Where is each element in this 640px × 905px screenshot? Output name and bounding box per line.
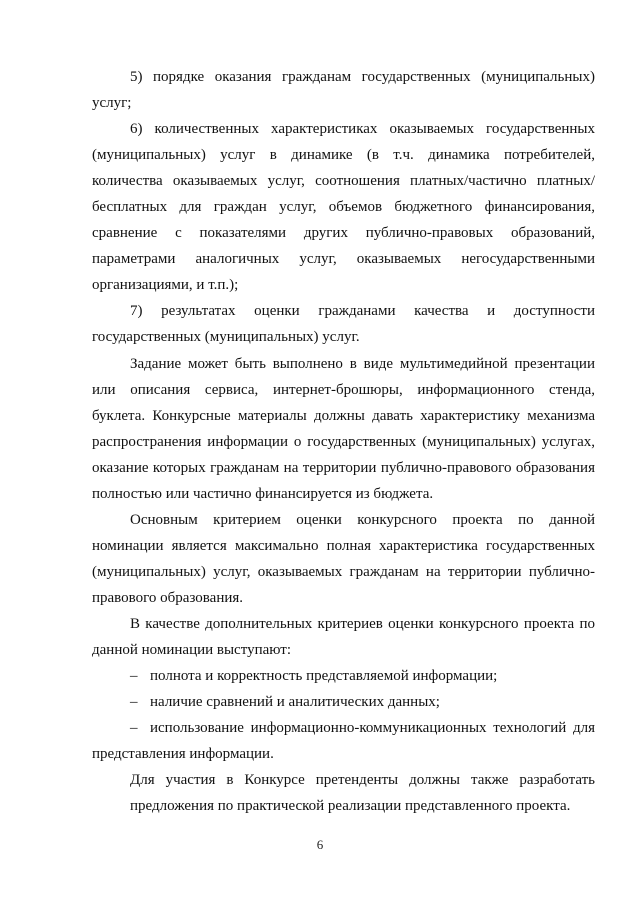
- dash-marker: –: [130, 720, 138, 737]
- paragraph-additional-criteria: В качестве дополнительных критериев оценки конкурсного проекта по данной номинации выступают:: [92, 615, 595, 659]
- paragraph-closing: Для участия в Конкурсе претенденты должны также разработать предложения по практической реализации представленного проекта.: [130, 772, 595, 815]
- list-item-text: наличие сравнений и аналитических данных;: [150, 694, 440, 711]
- list-item: [92, 689, 595, 715]
- dash-marker: –: [130, 694, 138, 711]
- paragraph-item-5: 5) порядке оказания гражданам государственных (муниципальных) услуг;: [92, 69, 595, 112]
- paragraph-item-7: 7) результатах оценки гражданами качества и доступности государственных (муниципальных) услуг.: [92, 303, 595, 346]
- list-item-text: использование информационно-коммуникационных технологий для представления информации.: [92, 720, 595, 763]
- paragraph-task-description: Задание может быть выполнено в виде мультимедийной презентации или описания сервиса, интернет-брошюры, информационного стенда, буклета. Конкурсные материалы должны давать характеристику механизма распространения информации о государственных (муниципальных) услугах, оказание которых гражданам на территории публично-правового образования полностью или частично финансируется из бюджета.: [92, 355, 595, 502]
- list-item: [92, 663, 595, 689]
- list-item-text: полнота и корректность представляемой информации;: [150, 668, 498, 685]
- document-body: [92, 64, 595, 819]
- paragraph-main-criterion: Основным критерием оценки конкурсного проекта по данной номинации является максимально полная характеристика государственных (муниципальных) услуг, оказываемых гражданам на территории публично-правового образования.: [92, 511, 595, 606]
- page-number: 6: [316, 837, 324, 852]
- dash-marker: –: [130, 668, 138, 685]
- list-item: [92, 715, 595, 767]
- paragraph-item-6: 6) количественных характеристиках оказываемых государственных (муниципальных) услуг в динамике (в т.ч. динамика потребителей, количества оказываемых услуг, соотношения платных/частично платных/бесплатных для граждан услуг, объемов бюджетного финансирования, сравнение с показателями других публично-правовых образований, параметрами аналогичных услуг, оказываемых негосударственными организациями, и т.п.);: [92, 121, 595, 294]
